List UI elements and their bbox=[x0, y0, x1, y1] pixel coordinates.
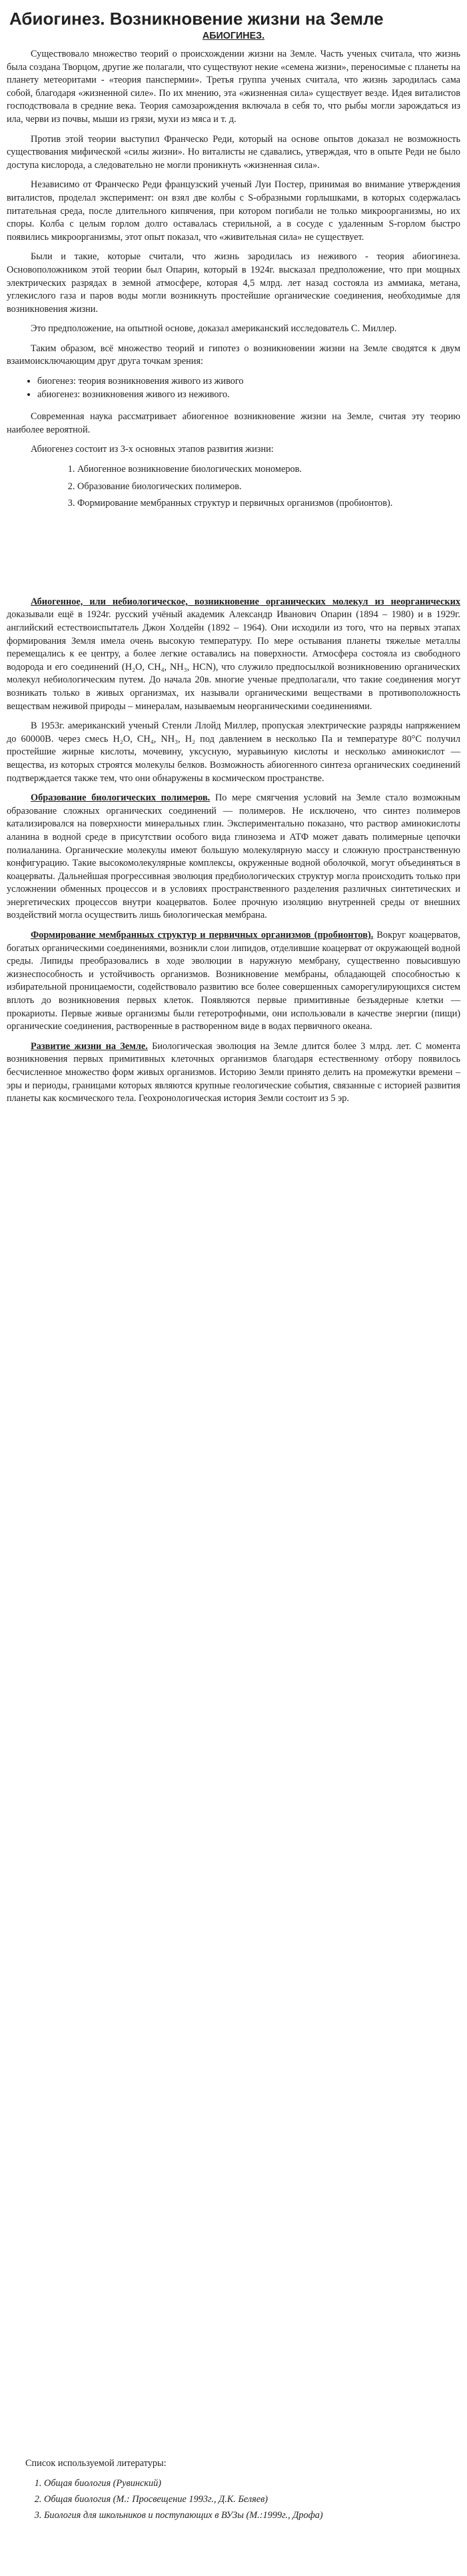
bibliography-list bbox=[25, 2476, 452, 2523]
paragraph-polymers bbox=[7, 792, 460, 922]
paragraph-text: Биологическая эволюция на Земле длится более 3 млрд. лет. С момента возникновения первых примитивных клеточных организмов благодаря естественному отбору появилось бесчисленное множество форм живых организмов. Историю Земли принято делить на промежутки времени – эры и периоды, границами которых являются крупные геологические события, связанные с историей развития планеты как космического тела. Геохронологическая история Земли состоит из 5 эр. bbox=[7, 1040, 460, 1104]
bibliography-title: Список используемой литературы: bbox=[25, 2458, 167, 2469]
term-evolution: Развитие жизни на Земле. bbox=[31, 1040, 148, 1052]
section-heading: АБИОГИНЕЗ. bbox=[202, 31, 265, 41]
term-membranes: Формирование мембранных структур и первичных организмов (пробионтов). bbox=[31, 930, 374, 941]
paragraph-membranes bbox=[7, 929, 460, 1034]
stages-intro: Абиогенез состоит из 3-х основных этапов развития жизни: bbox=[31, 444, 274, 455]
paragraph-text: Вокруг коацерватов, богатых органическими соединениями, возникли слои липидов, отделившие коацерват от окружающей водной среды. Липиды преобразовались в ходе эволюции в наружную мембрану, существенно повысившую жизнеспособность и устойчивость организмов. Возникновение мембраны, обладающей способностью к избирательной проницаемости, содействовало развитию все более совершенных саморегулирующихся систем вплоть до возникновения первых клеток. Появляются первые примитивные безъядерные клетки — прокариоты. Первые живые организмы были гетеротрофными, они использовали в качестве энергии (пищи) органические соединения, растворенные в растворенном виде в водах первичного океана. bbox=[7, 930, 461, 1032]
page-title: Абиогинез. Возникновение жизни на Земле bbox=[9, 9, 384, 29]
paragraph-oparin: Были и такие, которые считали, что жизнь зародилась из неживого - теория абиогинеза. Основоположником этой теории был Опарин, который в 1924г. высказал предположение, что при мощных электрических разрядах в земной атмосфере, которая 4,5 млрд. лет назад состояла из аммиака, метана, углекислого газа и паров воды могли возникнуть простейшие органические соединения, необходимые для возникновения жизни. bbox=[7, 251, 460, 315]
paragraph-text: доказывали ещё в 1924г. русский учёный академик Александр Иванович Опарин (1894 – 1980) и в 1929г. английский естествоиспытатель Джон Холдейн (1892 – 1964). Они исходили из того, что на первых этапах формирования Земля имела очень высокую температуру. По мере остывания планеты тяжелые металлы перемещались к ее центру, а более легкие оставались на поверхности. Атмосфера состояла из свободного водорода и его соединений (H₂O, CH₄, NH₃, HCN), что служило предпосылкой возникновению органических молекул небиологическим путем. До начала 20в. многие ученые предполагали, что такие соединения могут возникать только в живых организмах, их называли органическими веществами в противоположность веществам неживой природы – минералам, называемым неорганическими соединениями. bbox=[7, 609, 460, 712]
list-item: 3. Формирование мембранных структур и первичных организмов (пробионтов). bbox=[77, 497, 460, 511]
blank-space bbox=[7, 524, 460, 596]
list-item: 1. Абиогенное возникновение биологических мономеров. bbox=[77, 463, 460, 477]
list-item: • биогенез: теория возникновения живого из живого bbox=[37, 375, 460, 389]
bibliography bbox=[25, 2456, 452, 2524]
paragraph-evolution bbox=[7, 1040, 460, 1106]
paragraph-text: По мере смягчения условий на Земле стало возможным образование сложных органических соединений — полимеров. Не исключено, что синтез полимеров катализировался на поверхности минеральных глин. Экспериментально показано, что раствор аминокислоты аланина в водной среде в присутствии особого вида глинозема и АТФ может давать полимерные цепочки полиаланина. Органические молекулы имеют большую молекулярную массу и сложную пространственную конфигурацию. Такие высокомолекулярные комплексы, окруженные водной оболочкой, могут объединяться в коацерваты. Дальнейшая прогрессивная эволюция предбиологических структур могла происходить только при усложнении обменных процессов и в условиях пространственного разделения различных синтетических и энергетических процессов внутри коацерватов. Более прочную изоляцию внутренней среды от внешних воздействий могла осуществить лишь биологическая мембрана. bbox=[7, 792, 460, 921]
term-abiogenic: Абиогенное, или небиологическое, возникновение органических молекул из неорганических bbox=[31, 596, 460, 607]
paragraph-abiogenic-origin bbox=[7, 596, 460, 713]
list-item: 2. Образование биологических полимеров. bbox=[77, 481, 460, 494]
stages-list bbox=[61, 463, 460, 511]
paragraph-redi: Против этой теории выступил Франческо Реди, который на основе опытов доказал не возможность существования мифической «силы жизни». Но виталисты не сдавались, утверждая, что в опыте Реди не было доступа кислорода, а следовательно не могли проникнуть «жизненная сила». bbox=[7, 133, 460, 171]
list-item: • абиогенез: возникновения живого из неживого. bbox=[37, 389, 460, 402]
paragraph-miller-experiment: В 1953г. американский ученый Стенли Ллойд Миллер, пропуская электрические разряды напряжением до 60000В. через смесь H₂O, CH₄, NH₃, H₂ под давлением в несколько Па и температуре 80°C получил простейшие жирные кислоты, мочевину, уксусную, муравьиную кислоты и несколько аминокислот — вещества, из которых строятся молекулы белков. Возможность абиогенного синтеза органических соединений подтверждается также тем, что они обнаружены в космическом пространстве. bbox=[7, 720, 460, 784]
paragraph-miller: Это предположение, на опытной основе, доказал американский исследователь С. Миллер. bbox=[31, 323, 397, 335]
term-polymers: Образование биологических полимеров. bbox=[31, 792, 211, 804]
bibliography-item: 3. Биология для школьников и поступающих в ВУЗы (М.:1999г., Дрофа) bbox=[44, 2508, 452, 2523]
paragraph-modern-science: Современная наука рассматривает абиогенное возникновение жизни на Земле, считая эту теорию наиболее вероятной. bbox=[7, 411, 460, 435]
article-body bbox=[7, 29, 460, 1112]
viewpoints-list bbox=[7, 375, 460, 401]
bibliography-item: 2. Общая биология (М.: Просвещение 1993г., Д.К. Беляев) bbox=[44, 2492, 452, 2507]
paragraph-intro: Существовало множество теорий о происхождении жизни на Земле. Часть ученых считала, что жизнь была создана Творцом, другие же полагали, что существуют некие «семена жизни», переносимые с планеты на планету метеоритами - «теория панспермии». Третья группа ученых считала, что жизнь зародилась сама собой, благодаря «жизненной силе». По их мнению, эта «жизненная сила» существует везде. Идея виталистов господствовала в средние века. Теория самозарождения включала в себя то, что рыбы могли зарождаться из ила, черви из почвы, мыши из грязи, мухи из мяса и т. д. bbox=[7, 49, 460, 125]
bibliography-item: 1. Общая биология (Рувинский) bbox=[44, 2476, 452, 2491]
paragraph-pasteur: Независимо от Франческо Реди французский ученый Луи Постер, принимая во внимание утверждения виталистов, проделал эксперимент: он взял две колбы с S-образными горлышками, в которых содержалась питательная среда, после длительного кипячения, при котором погибали не только микроорганизмы, но их споры. Колба с целым горлом долго оставалась стерильной, а в сосуде с удаленным S-горлом быстро появились микроорганизмы, этот опыт показал, что «живительная сила» не существует. bbox=[7, 179, 460, 243]
paragraph-summary: Таким образом, всё множество теорий и гипотез о возникновении жизни на Земле сводятся к двум взаимоисключающим друг друга точкам зрения: bbox=[7, 343, 460, 367]
